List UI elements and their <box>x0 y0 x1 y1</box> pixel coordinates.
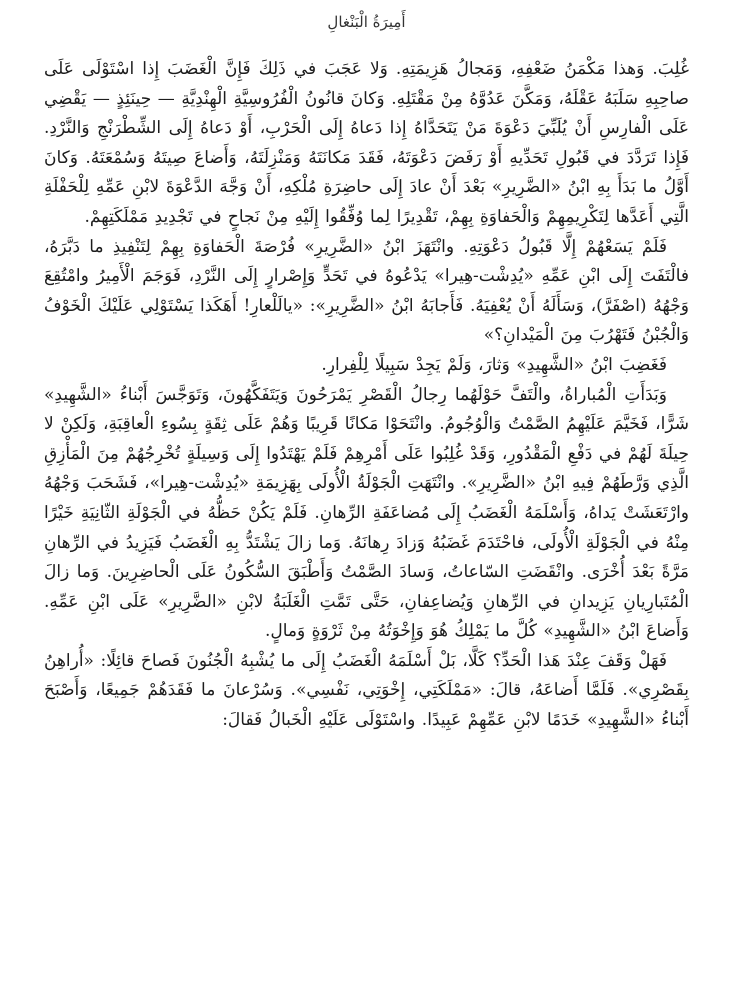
paragraph: فَهَلْ وَقَفَ عِنْدَ هَذا الْحَدِّ؟ كَلَّا، بَلْ أَسْلَمَهُ الْغَضَبُ إِلَى ما يُشْبِهُ الْجُنُونَ فَصاحَ قائِلًا: «أُراهِنُ بِقَصْرِي». فَلَمَّا أَضاعَهُ، قالَ: «مَمْلَكَتِي، إِخْوَتِي، نَفْسِي». وَسُرْعانَ ما فَقَدَهُمْ جَمِيعًا، وَأَصْبَحَ أَبْناءُ «الشَّهِيدِ» خَدَمًا لابْنِ عَمِّهِمْ عَبِيدًا. واسْتَوْلَى عَلَيْهِ الْخَبالُ فَقالَ: <box>44 650 689 731</box>
body-text <box>44 55 689 736</box>
paragraph: فَغَضِبَ ابْنُ «الشَّهِيدِ» وَثارَ، وَلَمْ يَجِدْ سَبِيلًا لِلْفِرارِ. <box>321 354 667 375</box>
book-page <box>44 0 689 1000</box>
running-header: أَمِيرَةُ الْبَنْغالِ <box>327 13 406 31</box>
paragraph: غُلِبَ. وَهذا مَكْمَنُ ضَعْفِهِ، وَمَجالُ هَزِيمَتِهِ. وَلا عَجَبَ في ذَلِكَ فَإِنَّ الْغَضَبَ إِذا اسْتَوْلَى عَلَى صاحِبِهِ سَلَبَهُ عَقْلَهُ، وَمَكَّنَ عَدُوَّهُ مِنْ مَقْتَلِهِ. وَكانَ قانُونُ الْفُرُوسِيَّةِ الْهِنْدِيَّةِ — حِينَئِذٍ — يَقْضِي عَلَى الْفارِسِ أَنْ يُلَبِّيَ دَعْوَةَ مَنْ يَتَحَدَّاهُ إِذا دَعاهُ إِلَى الْحَرْبِ، أَوْ دَعاهُ إِلَى الشِّطْرَنْجِ وَالنَّرْدِ. فَإِذا تَرَدَّدَ في قَبُولِ تَحَدِّيهِ أَوْ رَفَضَ دَعْوَتَهُ، فَقَدَ مَكانَتَهُ وَمَنْزِلَتَهُ، وَأَضاعَ صِيتَهُ وَسُمْعَتَهُ. وَكانَ أَوَّلُ ما بَدَأَ بِهِ ابْنُ «الضَّرِيرِ» بَعْدَ أَنْ عادَ إِلَى حاضِرَةِ مُلْكِهِ، أَنْ وَجَّهَ الدَّعْوَةَ لابْنِ عَمِّهِ لِلْحَفْلَةِ الَّتِي أَعَدَّها لِتَكْرِيمِهِمْ وَالْحَفاوَةِ بِهِمْ، تَقْدِيرًا لِما وُفِّقُوا إِلَيْهِ مِنْ نَجاحٍ في تَجْدِيدِ مَمْلَكَتِهِمْ. <box>44 59 689 227</box>
paragraph: فَلَمْ يَسَعْهُمْ إِلَّا قَبُولُ دَعْوَتِهِ. وانْتَهَزَ ابْنُ «الضَّرِيرِ» فُرْصَةَ الْحَفاوَةِ بِهِمْ لِتَنْفِيذِ ما دَبَّرَهُ، فالْتَفَتَ إِلَى ابْنِ عَمِّهِ «يُدِشْت-هِيرا» يَدْعُوهُ في تَحَدٍّ وَإِصْرارٍ إِلَى النَّرْدِ، فَوَجَمَ الْأَمِيرُ وامْتُقِعَ وَجْهُهُ (اصْفَرَّ)، وَسَأَلَهُ أَنْ يُعْفِيَهُ. فَأَجابَهُ ابْنُ «الضَّرِيرِ»: «يالَلْعارِ! أَهَكَذا يَسْتَوْلِي عَلَيْكَ الْخَوْفُ وَالْجُبْنُ فَتَهْرُبَ مِنَ الْمَيْدانِ؟» <box>44 236 689 346</box>
paragraph: وَبَدَأَتِ الْمُباراةُ، والْتَفَّ حَوْلَهُما رِجالُ الْقَصْرِ يَمْرَحُونَ وَيَتَفَكَّهُونَ، وَتَوَجَّسَ أَبْناءُ «الشَّهِيدِ» شَرًّا، فَخَيَّمَ عَلَيْهِمُ الصَّمْتُ وَالْوُجُومُ. وانْتَحَوْا مَكانًا قَرِيبًا وَهُمْ عَلَى ثِقَةٍ بِسُوءِ الْعاقِبَةِ، وَلَكِنْ لا حِيلَةَ لَهُمْ في دَفْعِ الْمَقْدُورِ، وَقَدْ غُلِبُوا عَلَى أَمْرِهِمْ فَلَمْ يَهْتَدُوا إِلَى وَسِيلَةٍ تُخْرِجُهُمْ مِنَ الْمَأْزِقِ الَّذِي وَرَّطَهُمْ فِيهِ ابْنُ «الضَّرِيرِ». وانْتَهَتِ الْجَوْلَةُ الْأُولَى بِهَزِيمَةِ «يُدِشْت-هِيرا»، فَشَحَبَ وَجْهُهُ وارْتَعَشَتْ يَداهُ، وَأَسْلَمَهُ الْغَضَبُ إِلَى مُضاعَفَةِ الرِّهانِ. فَلَمْ يَكُنْ حَظُّهُ في الْجَوْلَةِ الثّانِيَةِ خَيْرًا مِنْهُ في الْجَوْلَةِ الْأُولَى، فاحْتَدَمَ غَضَبُهُ وَزادَ رِهانَهُ. وَما زالَ يَشْتَدُّ بِهِ الْغَضَبُ فَيَزِيدُ في الرِّهانِ مَرَّةً بَعْدَ أُخْرَى. وانْقَضَتِ السّاعاتُ، وَسادَ الصَّمْتُ وَأَطْبَقَ السُّكُونُ عَلَى الْحاضِرِينَ. وَما زالَ الْمُتَبارِيانِ يَزِيدانِ في الرِّهانِ وَيُضاعِفانِ، حَتَّى تَمَّتِ الْغَلَبَةُ لابْنِ «الضَّرِيرِ» عَلَى ابْنِ عَمِّهِ. وَأَضاعَ ابْنُ «الشَّهِيدِ» كُلَّ ما يَمْلِكُ هُوَ وَإِخْوَتُهُ مِنْ ثَرْوَةٍ وَمالٍ. <box>44 384 689 642</box>
